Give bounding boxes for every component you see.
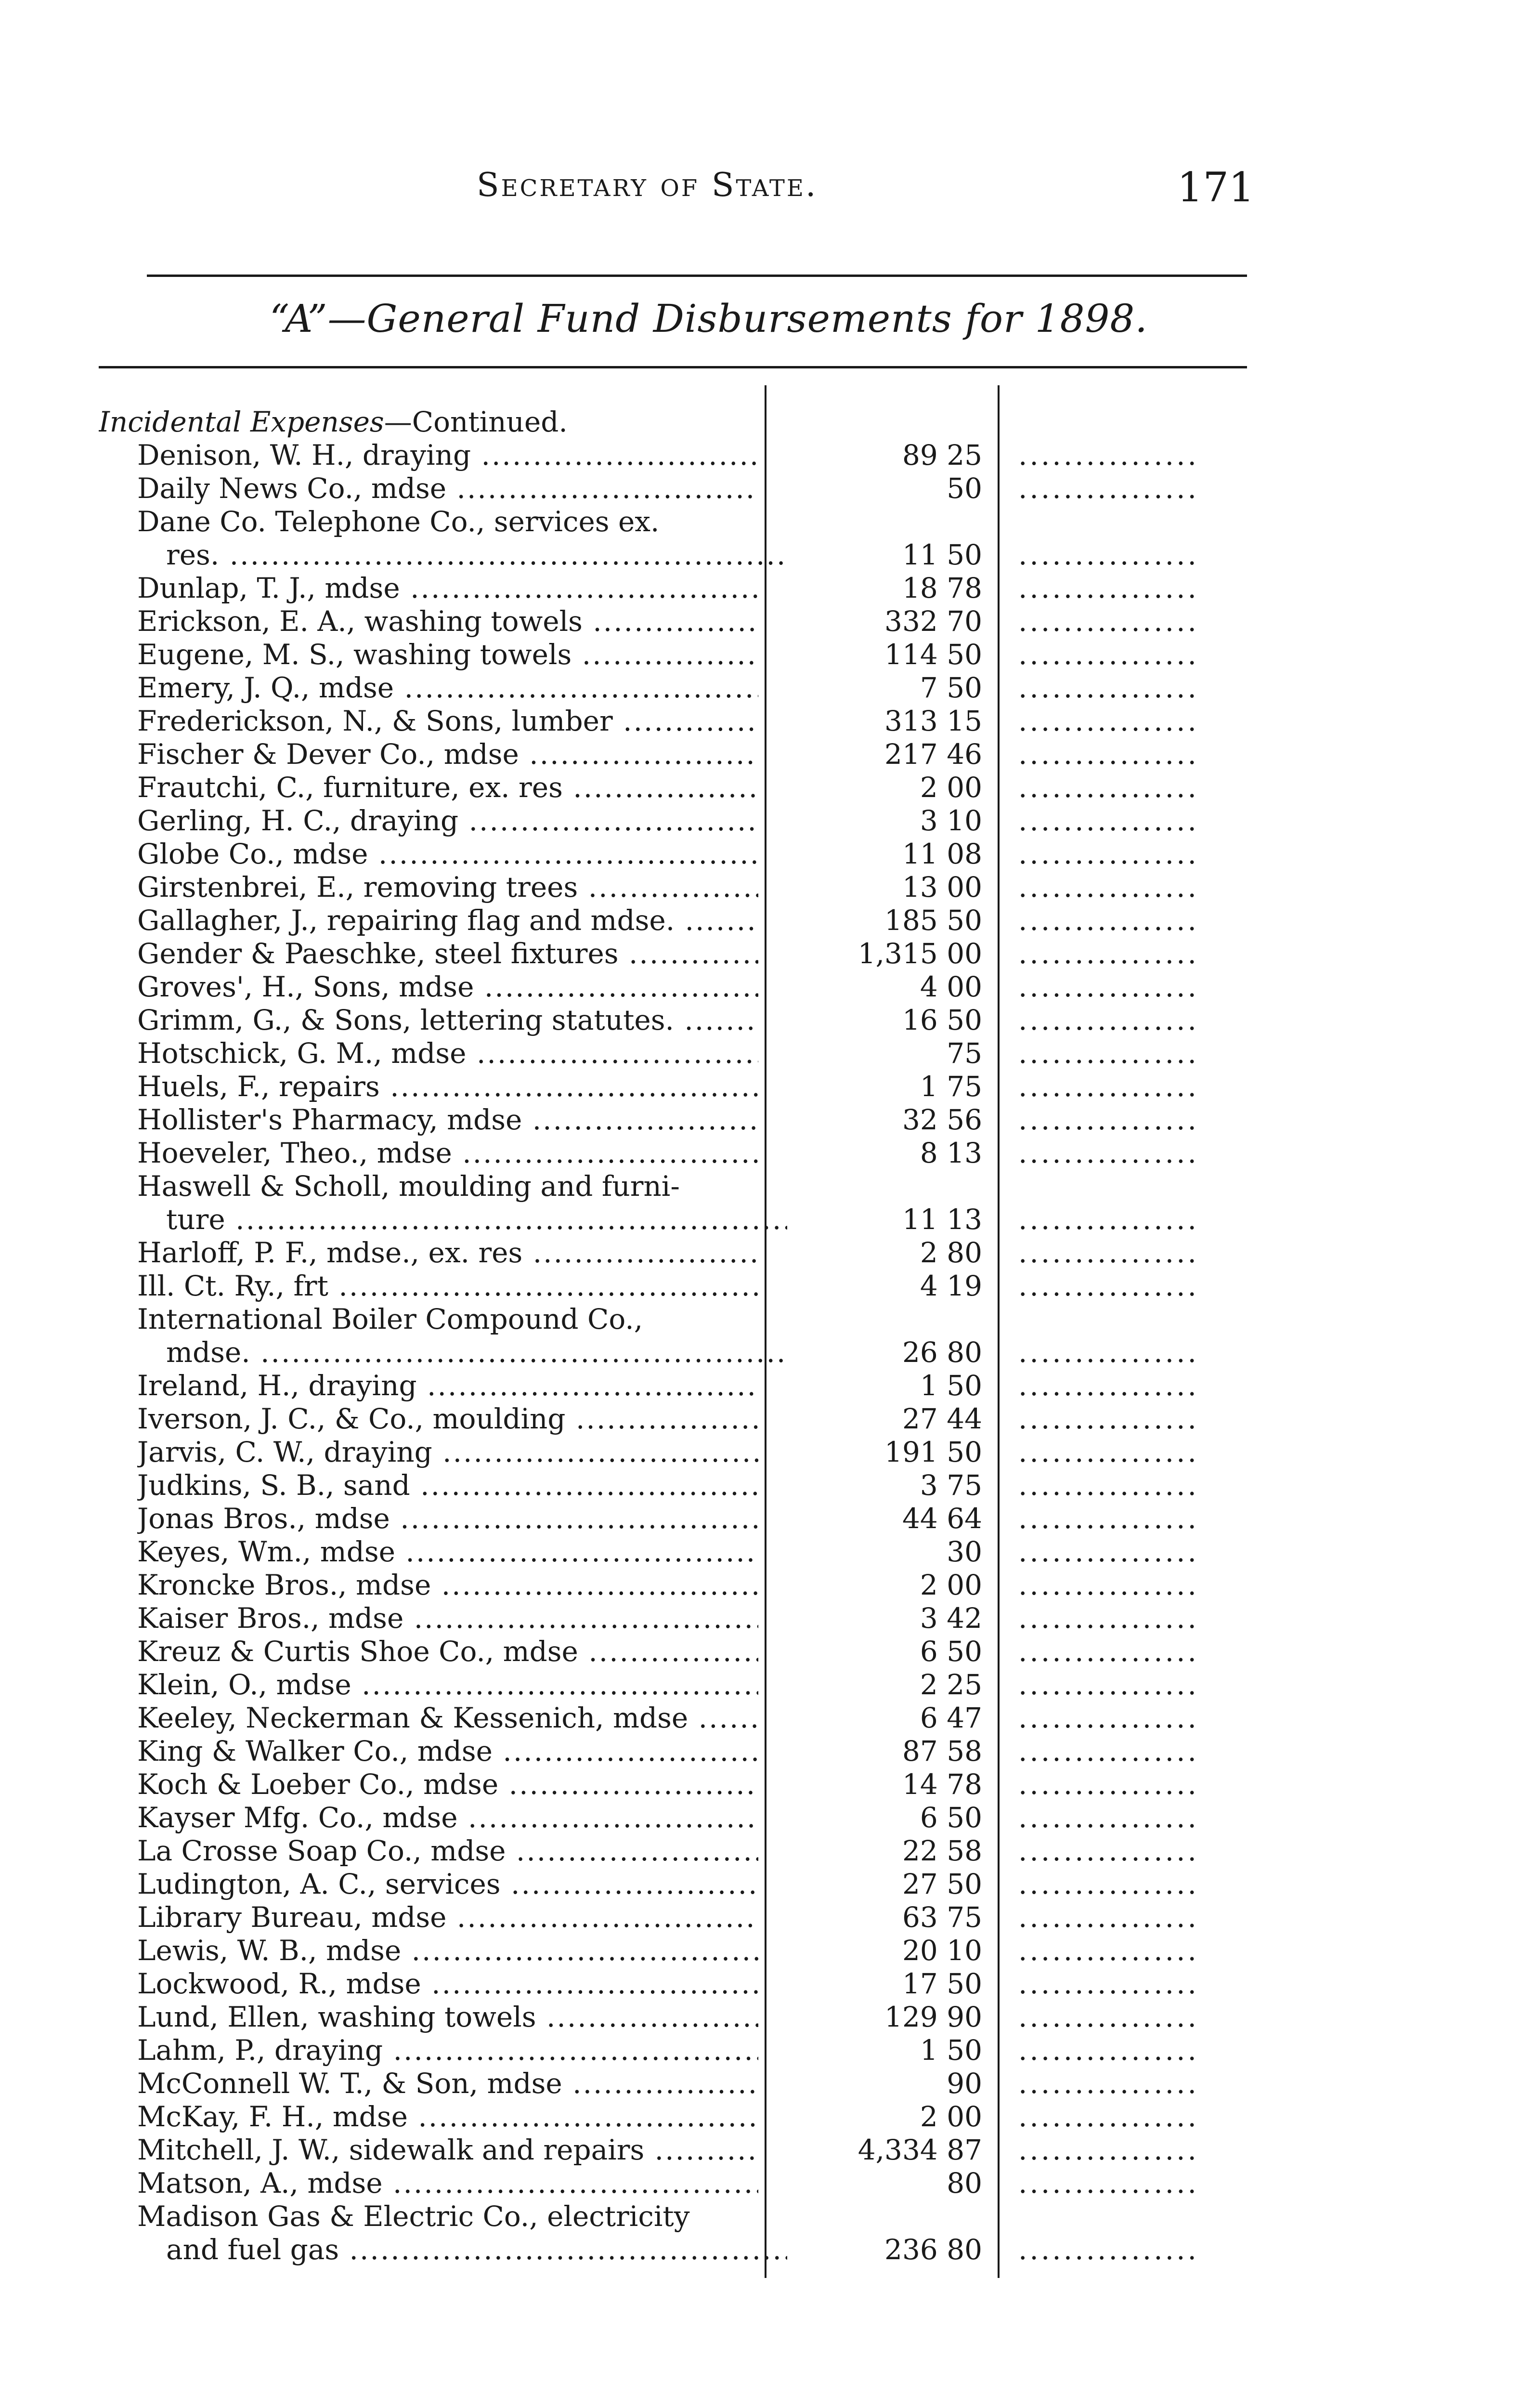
table-row [0, 2001, 1533, 2034]
payee-name: Koch & Loeber Co., mdse ..... [137, 1768, 758, 1801]
amount-value: 313 15 [884, 705, 982, 737]
empty-column-leader: ................ [1018, 738, 1199, 771]
empty-column-leader: ................ [1018, 1070, 1199, 1103]
payee-name: res. ..... [166, 538, 787, 572]
table-row [0, 2200, 1533, 2233]
amount-value: 6 47 [920, 1701, 982, 1734]
amount-value: 8 13 [920, 1137, 982, 1169]
amount-value: 191 50 [884, 1436, 982, 1468]
payee-name: Erickson, E. A., washing towels ..... [137, 605, 758, 638]
empty-column-leader: ................ [1018, 1336, 1199, 1369]
table-row [0, 572, 1533, 605]
amount-value: 185 50 [884, 904, 982, 937]
amount-value: 7 50 [920, 671, 982, 704]
table-row [0, 1768, 1533, 1801]
payee-name: Hoeveler, Theo., mdse ..... [137, 1137, 758, 1170]
payee-name: Dane Co. Telephone Co., services ex. [137, 505, 660, 538]
payee-name: Daily News Co., mdse ..... [137, 472, 758, 505]
amount-value: 217 46 [884, 738, 982, 771]
table-row [0, 1569, 1533, 1602]
disbursement-table [0, 406, 1533, 2266]
section-label-italic: Incidental Expenses [99, 406, 384, 438]
payee-name: Kayser Mfg. Co., mdse ..... [137, 1801, 758, 1834]
payee-name: Jonas Bros., mdse ..... [137, 1502, 758, 1535]
amount-value: 17 50 [902, 1967, 982, 2000]
payee-name: Matson, A., mdse ..... [137, 2167, 758, 2200]
empty-column-leader: ................ [1018, 771, 1199, 804]
table-row [0, 1203, 1533, 1236]
table-row [0, 538, 1533, 572]
table-row [0, 1303, 1533, 1336]
amount-value: 4 00 [920, 970, 982, 1003]
empty-column-leader: ................ [1018, 904, 1199, 937]
payee-name: Frederickson, N., & Sons, lumber ..... [137, 705, 758, 738]
section-heading [99, 406, 720, 439]
running-header: Secretary of State. [477, 166, 818, 204]
payee-name: Girstenbrei, E., removing trees ..... [137, 871, 758, 904]
table-row [0, 838, 1533, 871]
table-row [0, 1070, 1533, 1103]
table-row [0, 1469, 1533, 1502]
payee-name: Ill. Ct. Ry., frt ..... [137, 1269, 758, 1303]
empty-column-leader: ................ [1018, 572, 1199, 604]
payee-name: Harloff, P. F., mdse., ex. res ..... [137, 1236, 758, 1269]
payee-name: Frautchi, C., furniture, ex. res ..... [137, 771, 758, 804]
empty-column-leader: ................ [1018, 1436, 1199, 1468]
table-row [0, 1037, 1533, 1070]
empty-column-leader: ................ [1018, 1502, 1199, 1535]
empty-column-leader: ................ [1018, 1801, 1199, 1834]
amount-value: 332 70 [884, 605, 982, 638]
table-row [0, 937, 1533, 970]
empty-column-leader: ................ [1018, 1602, 1199, 1635]
empty-column-leader: ................ [1018, 671, 1199, 704]
table-row [0, 871, 1533, 904]
payee-name: McKay, F. H., mdse ..... [137, 2100, 758, 2133]
payee-name: Keeley, Neckerman & Kessenich, mdse ..... [137, 1701, 758, 1735]
table-row [0, 1635, 1533, 1668]
table-row [0, 1402, 1533, 1436]
table-row [0, 1137, 1533, 1170]
amount-value: 11 13 [902, 1203, 982, 1236]
empty-column-leader: ................ [1018, 2100, 1199, 2133]
table-row [0, 738, 1533, 771]
payee-name: International Boiler Compound Co., [137, 1303, 643, 1335]
amount-value: 14 78 [902, 1768, 982, 1801]
table-row [0, 2133, 1533, 2167]
payee-name: McConnell W. T., & Son, mdse ..... [137, 2067, 758, 2100]
amount-value: 13 00 [902, 871, 982, 903]
amount-value: 114 50 [884, 638, 982, 671]
table-row [0, 1170, 1533, 1203]
table-row [0, 1868, 1533, 1901]
empty-column-leader: ................ [1018, 2233, 1199, 2266]
amount-value: 50 [947, 472, 982, 505]
payee-name: Denison, W. H., draying ..... [137, 439, 758, 472]
amount-value: 2 00 [920, 1569, 982, 1601]
table-row [0, 904, 1533, 937]
table-row [0, 1103, 1533, 1137]
table-row [0, 1901, 1533, 1934]
amount-value: 27 50 [902, 1868, 982, 1900]
payee-name: Lockwood, R., mdse ..... [137, 1967, 758, 2001]
empty-column-leader: ................ [1018, 439, 1199, 471]
payee-name: Hotschick, G. M., mdse ..... [137, 1037, 758, 1070]
payee-name: mdse. ..... [166, 1336, 787, 1369]
empty-column-leader: ................ [1018, 472, 1199, 505]
empty-column-leader: ................ [1018, 1735, 1199, 1767]
empty-column-leader: ................ [1018, 1535, 1199, 1568]
amount-value: 32 56 [902, 1103, 982, 1136]
payee-name: Dunlap, T. J., mdse ..... [137, 572, 758, 605]
amount-value: 75 [947, 1037, 982, 1070]
table-row [0, 1668, 1533, 1701]
payee-name: King & Walker Co., mdse ..... [137, 1735, 758, 1768]
payee-name: Iverson, J. C., & Co., moulding ..... [137, 1402, 758, 1436]
payee-name: Gallagher, J., repairing flag and mdse. ..... [137, 904, 758, 937]
table-row [0, 1967, 1533, 2001]
empty-column-leader: ................ [1018, 1236, 1199, 1269]
empty-column-leader: ................ [1018, 970, 1199, 1003]
empty-column-leader: ................ [1018, 871, 1199, 903]
empty-column-leader: ................ [1018, 638, 1199, 671]
empty-column-leader: ................ [1018, 1635, 1199, 1668]
amount-value: 2 80 [920, 1236, 982, 1269]
table-row [0, 2233, 1533, 2266]
empty-column-leader: ................ [1018, 705, 1199, 737]
table-row [0, 605, 1533, 638]
empty-column-leader: ................ [1018, 1934, 1199, 1967]
payee-name: Globe Co., mdse ..... [137, 838, 758, 871]
amount-value: 20 10 [902, 1934, 982, 1967]
table-row [0, 1934, 1533, 1967]
empty-column-leader: ................ [1018, 538, 1199, 571]
amount-value: 4 19 [920, 1269, 982, 1302]
amount-value: 4,334 87 [857, 2133, 982, 2166]
payee-name: and fuel gas ..... [166, 2233, 787, 2266]
table-row [0, 1535, 1533, 1569]
amount-value: 1 50 [920, 1369, 982, 1402]
payee-name: Lewis, W. B., mdse ..... [137, 1934, 758, 1967]
empty-column-leader: ................ [1018, 1868, 1199, 1900]
amount-value: 11 08 [902, 838, 982, 870]
table-row [0, 2100, 1533, 2133]
empty-column-leader: ................ [1018, 937, 1199, 970]
table-row [0, 439, 1533, 472]
payee-name: Huels, F., repairs ..... [137, 1070, 758, 1103]
payee-name: Lund, Ellen, washing towels ..... [137, 2001, 758, 2034]
amount-value: 80 [947, 2167, 982, 2199]
payee-name: Judkins, S. B., sand ..... [137, 1469, 758, 1502]
table-row [0, 1236, 1533, 1269]
empty-column-leader: ................ [1018, 605, 1199, 638]
empty-column-leader: ................ [1018, 1402, 1199, 1435]
empty-column-leader: ................ [1018, 2001, 1199, 2033]
empty-column-leader: ................ [1018, 1768, 1199, 1801]
payee-name: Madison Gas & Electric Co., electricity [137, 2200, 690, 2233]
payee-name: Gerling, H. C., draying ..... [137, 804, 758, 838]
payee-name: Jarvis, C. W., draying ..... [137, 1436, 758, 1469]
empty-column-leader: ................ [1018, 1103, 1199, 1136]
amount-value: 11 50 [902, 538, 982, 571]
table-row [0, 970, 1533, 1004]
payee-name: Fischer & Dever Co., mdse ..... [137, 738, 758, 771]
table-row [0, 1004, 1533, 1037]
payee-name: Groves', H., Sons, mdse ..... [137, 970, 758, 1004]
table-row [0, 472, 1533, 505]
amount-value: 18 78 [902, 572, 982, 604]
amount-value: 236 80 [884, 2233, 982, 2266]
payee-name: Keyes, Wm., mdse ..... [137, 1535, 758, 1569]
table-row [0, 1369, 1533, 1402]
amount-value: 1 50 [920, 2034, 982, 2067]
table-row [0, 2034, 1533, 2067]
empty-column-leader: ................ [1018, 1004, 1199, 1036]
payee-name: Eugene, M. S., washing towels ..... [137, 638, 758, 671]
amount-value: 3 42 [920, 1602, 982, 1635]
table-row [0, 1336, 1533, 1369]
amount-value: 129 90 [884, 2001, 982, 2033]
amount-value: 2 25 [920, 1668, 982, 1701]
empty-column-leader: ................ [1018, 1834, 1199, 1867]
payee-name: Lahm, P., draying ..... [137, 2034, 758, 2067]
payee-name: Mitchell, J. W., sidewalk and repairs ..... [137, 2133, 758, 2167]
amount-value: 3 75 [920, 1469, 982, 1502]
payee-name: La Crosse Soap Co., mdse ..... [137, 1834, 758, 1868]
payee-name: Kroncke Bros., mdse ..... [137, 1569, 758, 1602]
empty-column-leader: ................ [1018, 1469, 1199, 1502]
amount-value: 16 50 [902, 1004, 982, 1036]
empty-column-leader: ................ [1018, 1369, 1199, 1402]
table-row [0, 1801, 1533, 1834]
amount-value: 27 44 [902, 1402, 982, 1435]
payee-name: Haswell & Scholl, moulding and furni- [137, 1170, 680, 1203]
empty-column-leader: ................ [1018, 2133, 1199, 2166]
table-row [0, 1269, 1533, 1303]
payee-name: Hollister's Pharmacy, mdse ..... [137, 1103, 758, 1137]
empty-column-leader: ................ [1018, 838, 1199, 870]
empty-column-leader: ................ [1018, 1203, 1199, 1236]
amount-value: 26 80 [902, 1336, 982, 1369]
amount-value: 6 50 [920, 1801, 982, 1834]
table-row [0, 804, 1533, 838]
amount-value: 22 58 [902, 1834, 982, 1867]
empty-column-leader: ................ [1018, 1137, 1199, 1169]
payee-name: Ludington, A. C., services ..... [137, 1868, 758, 1901]
amount-value: 1 75 [920, 1070, 982, 1103]
amount-value: 63 75 [902, 1901, 982, 1934]
section-heading-row [0, 406, 1533, 439]
payee-name: Gender & Paeschke, steel fixtures ..... [137, 937, 758, 970]
top-rule [147, 275, 1247, 277]
payee-name: Emery, J. Q., mdse ..... [137, 671, 758, 705]
empty-column-leader: ................ [1018, 1037, 1199, 1070]
amount-value: 30 [947, 1535, 982, 1568]
table-row [0, 705, 1533, 738]
payee-name: Kreuz & Curtis Shoe Co., mdse ..... [137, 1635, 758, 1668]
amount-value: 3 10 [920, 804, 982, 837]
payee-name: Klein, O., mdse ..... [137, 1668, 758, 1701]
amount-value: 44 64 [902, 1502, 982, 1535]
amount-value: 89 25 [902, 439, 982, 471]
table-title: “A”—General Fund Disbursements for 1898. [270, 296, 1148, 341]
table-row [0, 671, 1533, 705]
table-row [0, 638, 1533, 671]
table-row [0, 1701, 1533, 1735]
empty-column-leader: ................ [1018, 1701, 1199, 1734]
title-rule [99, 366, 1247, 368]
page-number: 171 [1177, 164, 1255, 211]
empty-column-leader: ................ [1018, 1269, 1199, 1302]
table-row [0, 1436, 1533, 1469]
payee-name: Ireland, H., draying ..... [137, 1369, 758, 1402]
empty-column-leader: ................ [1018, 2067, 1199, 2100]
payee-name: Kaiser Bros., mdse ..... [137, 1602, 758, 1635]
table-row [0, 771, 1533, 804]
payee-name: Library Bureau, mdse ..... [137, 1901, 758, 1934]
table-row [0, 2167, 1533, 2200]
amount-value: 6 50 [920, 1635, 982, 1668]
amount-value: 87 58 [902, 1735, 982, 1767]
table-row [0, 505, 1533, 538]
table-row [0, 2067, 1533, 2100]
payee-name: ture ..... [166, 1203, 787, 1236]
empty-column-leader: ................ [1018, 1967, 1199, 2000]
empty-column-leader: ................ [1018, 2034, 1199, 2067]
table-row [0, 1834, 1533, 1868]
amount-value: 2 00 [920, 771, 982, 804]
empty-column-leader: ................ [1018, 2167, 1199, 2199]
empty-column-leader: ................ [1018, 1901, 1199, 1934]
section-label-rest: —Continued. [384, 406, 568, 438]
table-row [0, 1502, 1533, 1535]
payee-name: Grimm, G., & Sons, lettering statutes. ..... [137, 1004, 758, 1037]
amount-value: 90 [947, 2067, 982, 2100]
empty-column-leader: ................ [1018, 1668, 1199, 1701]
amount-value: 1,315 00 [857, 937, 982, 970]
empty-column-leader: ................ [1018, 804, 1199, 837]
amount-value: 2 00 [920, 2100, 982, 2133]
empty-column-leader: ................ [1018, 1569, 1199, 1601]
table-row [0, 1602, 1533, 1635]
table-row [0, 1735, 1533, 1768]
